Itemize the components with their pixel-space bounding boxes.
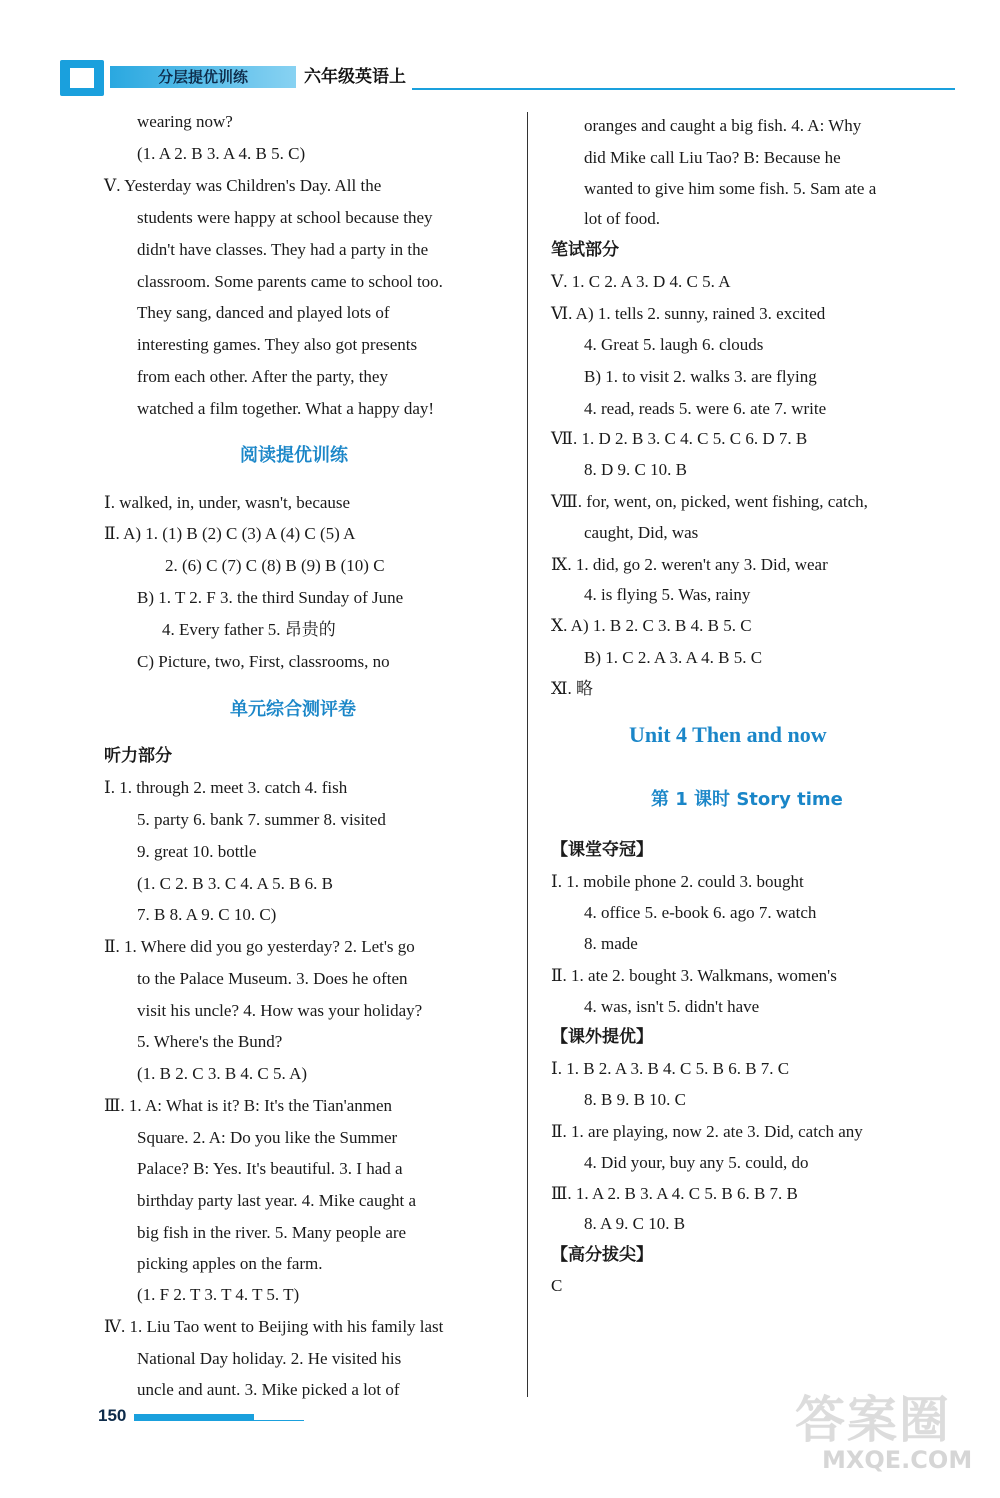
- left-line: interesting games. They also got presents: [137, 335, 418, 354]
- right-line: 4. was, isn't 5. didn't have: [584, 997, 760, 1016]
- left-line: from each other. After the party, they: [137, 367, 388, 386]
- right-line: Ⅸ. 1. did, go 2. weren't any 3. Did, wear: [551, 555, 828, 574]
- left-line: Ⅲ. 1. A: What is it? B: It's the Tian'anmen: [104, 1096, 393, 1115]
- footer-bar: [134, 1414, 254, 1421]
- watermark-logo: 答案圈: [795, 1391, 951, 1449]
- left-line: Palace? B: Yes. It's beautiful. 3. I had a: [137, 1159, 403, 1178]
- right-line: Ⅶ. 1. D 2. B 3. C 4. C 5. C 6. D 7. B: [551, 429, 808, 448]
- left-line: uncle and aunt. 3. Mike picked a lot of: [137, 1380, 400, 1399]
- left-line: Ⅰ. 1. through 2. meet 3. catch 4. fish: [104, 778, 348, 797]
- left-line: C) Picture, two, First, classrooms, no: [137, 652, 390, 671]
- left-line: students were happy at school because they: [137, 208, 433, 227]
- left-line: didn't have classes. They had a party in the: [137, 240, 429, 259]
- right-line: Ⅱ. 1. are playing, now 2. ate 3. Did, catch any: [551, 1122, 863, 1141]
- right-line: 【高分拔尖】: [551, 1245, 653, 1265]
- series-title: 分层提优训练: [110, 66, 296, 88]
- right-line: Ⅰ. 1. B 2. A 3. B 4. C 5. B 6. B 7. C: [551, 1059, 790, 1078]
- watermark-url: MXQE.COM: [822, 1446, 973, 1474]
- right-line: did Mike call Liu Tao? B: Because he: [584, 148, 841, 167]
- left-line: birthday party last year. 4. Mike caught a: [137, 1191, 416, 1210]
- footer-rule: [254, 1420, 304, 1421]
- right-line: B) 1. to visit 2. walks 3. are flying: [584, 367, 817, 386]
- left-line: 听力部分: [104, 746, 172, 766]
- right-line: 【课堂夺冠】: [551, 840, 653, 860]
- right-line: Ⅲ. 1. A 2. B 3. A 4. C 5. B 6. B 7. B: [551, 1184, 798, 1203]
- left-line: (1. F 2. T 3. T 4. T 5. T): [137, 1285, 300, 1304]
- left-line: Square. 2. A: Do you like the Summer: [137, 1128, 398, 1147]
- right-line: Ⅰ. 1. mobile phone 2. could 3. bought: [551, 872, 804, 891]
- left-line: 阅读提优训练: [240, 445, 348, 466]
- right-line: Unit 4 Then and now: [629, 722, 827, 747]
- left-line: 单元综合测评卷: [230, 699, 356, 720]
- left-line: 9. great 10. bottle: [137, 842, 257, 861]
- left-line: National Day holiday. 2. He visited his: [137, 1349, 402, 1368]
- book-subtitle: 六年级英语上: [304, 67, 406, 87]
- right-line: 8. A 9. C 10. B: [584, 1214, 686, 1233]
- left-line: They sang, danced and played lots of: [137, 303, 390, 322]
- column-divider: [527, 112, 528, 1397]
- right-line: Ⅱ. 1. ate 2. bought 3. Walkmans, women's: [551, 966, 837, 985]
- left-line: visit his uncle? 4. How was your holiday?: [137, 1001, 423, 1020]
- left-line: (1. C 2. B 3. C 4. A 5. B 6. B: [137, 874, 334, 893]
- left-line: 4. Every father 5. 昂贵的: [162, 620, 336, 639]
- right-line: 8. B 9. B 10. C: [584, 1090, 687, 1109]
- right-line: Ⅺ. 略: [551, 679, 593, 698]
- right-line: 笔试部分: [551, 240, 619, 260]
- left-line: to the Palace Museum. 3. Does he often: [137, 969, 408, 988]
- right-line: B) 1. C 2. A 3. A 4. B 5. C: [584, 648, 763, 667]
- header-logo: [60, 60, 104, 96]
- left-line: Ⅱ. 1. Where did you go yesterday? 2. Let's go: [104, 937, 415, 956]
- right-line: wanted to give him some fish. 5. Sam ate a: [584, 179, 877, 198]
- right-line: Ⅴ. 1. C 2. A 3. D 4. C 5. A: [551, 272, 731, 291]
- left-line: Ⅴ. Yesterday was Children's Day. All the: [104, 176, 382, 195]
- right-line: 4. read, reads 5. were 6. ate 7. write: [584, 399, 827, 418]
- right-line: 【课外提优】: [551, 1027, 653, 1047]
- left-line: Ⅰ. walked, in, under, wasn't, because: [104, 493, 351, 512]
- right-line: Ⅹ. A) 1. B 2. C 3. B 4. B 5. C: [551, 616, 752, 635]
- left-line: wearing now?: [137, 112, 233, 131]
- left-line: big fish in the river. 5. Many people are: [137, 1223, 407, 1242]
- right-line: Ⅵ. A) 1. tells 2. sunny, rained 3. excited: [551, 304, 826, 323]
- header-rule: [412, 88, 955, 90]
- right-line: 4. Did your, buy any 5. could, do: [584, 1153, 809, 1172]
- left-line: 2. (6) C (7) C (8) B (9) B (10) C: [165, 556, 385, 575]
- right-line: 8. D 9. C 10. B: [584, 460, 687, 479]
- left-line: Ⅳ. 1. Liu Tao went to Beijing with his family last: [104, 1317, 444, 1336]
- right-line: 4. is flying 5. Was, rainy: [584, 585, 751, 604]
- left-line: (1. B 2. C 3. B 4. C 5. A): [137, 1064, 308, 1083]
- right-line: 8. made: [584, 934, 638, 953]
- left-line: 5. Where's the Bund?: [137, 1032, 283, 1051]
- right-line: Ⅷ. for, went, on, picked, went fishing, catch,: [551, 492, 868, 511]
- right-line: caught, Did, was: [584, 523, 699, 542]
- right-line: 4. Great 5. laugh 6. clouds: [584, 335, 764, 354]
- left-line: (1. A 2. B 3. A 4. B 5. C): [137, 144, 306, 163]
- left-line: picking apples on the farm.: [137, 1254, 323, 1273]
- right-line: C: [551, 1276, 563, 1295]
- right-line: lot of food.: [584, 209, 661, 228]
- right-line: 4. office 5. e-book 6. ago 7. watch: [584, 903, 817, 922]
- left-line: 5. party 6. bank 7. summer 8. visited: [137, 810, 386, 829]
- left-line: Ⅱ. A) 1. (1) B (2) C (3) A (4) C (5) A: [104, 524, 356, 543]
- right-line: oranges and caught a big fish. 4. A: Why: [584, 116, 862, 135]
- right-line: 第 1 课时 Story time: [651, 789, 843, 810]
- page-number: 150: [98, 1406, 127, 1425]
- left-line: B) 1. T 2. F 3. the third Sunday of June: [137, 588, 404, 607]
- left-line: 7. B 8. A 9. C 10. C): [137, 905, 277, 924]
- left-line: watched a film together. What a happy day!: [137, 399, 435, 418]
- left-line: classroom. Some parents came to school too.: [137, 272, 443, 291]
